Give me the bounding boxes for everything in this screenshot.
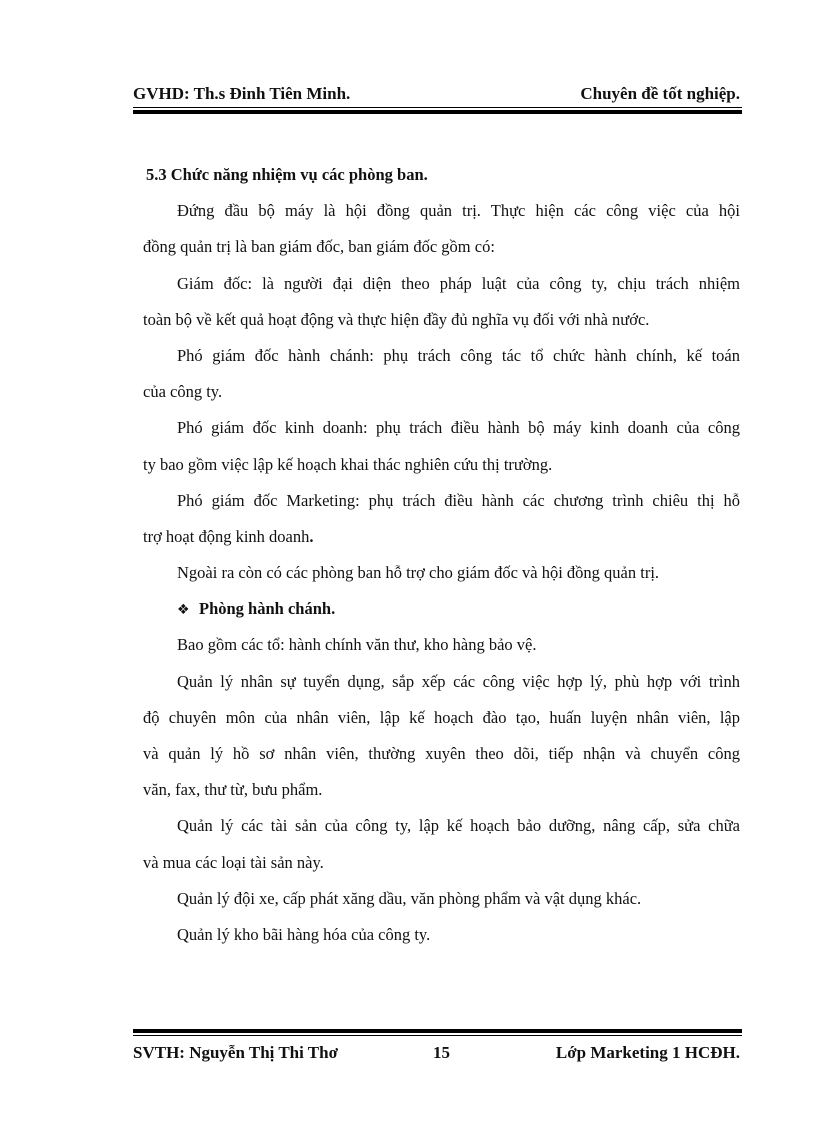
page-header (133, 84, 740, 106)
paragraph-line: Phó giám đốc Marketing: phụ trách điều hành các chương trình chiêu thị hỗ (177, 490, 740, 510)
paragraph-line: và quản lý hồ sơ nhân viên, thường xuyên theo dõi, tiếp nhận và chuyển công (143, 744, 740, 763)
footer-rule-thick (133, 1029, 742, 1033)
bullet-heading-label: Phòng hành chánh. (199, 599, 336, 619)
paragraph-line: ty bao gồm việc lập kế hoạch khai thác nghiên cứu thị trường. (143, 454, 553, 474)
paragraph-line: văn, fax, thư từ, bưu phẩm. (143, 780, 323, 800)
page-body (143, 160, 740, 956)
footer-rule-thin (133, 1035, 742, 1036)
paragraph-period: . (309, 526, 314, 546)
paragraph-line: của công ty. (143, 382, 223, 402)
paragraph-line: và mua các loại tài sản này. (143, 852, 324, 872)
paragraph-line: Quản lý các tài sản của công ty, lập kế hoạch bảo dưỡng, nâng cấp, sửa chữa (177, 816, 740, 836)
bullet-heading (143, 594, 740, 630)
header-rule-thin (133, 107, 742, 108)
paragraph-text: trợ hoạt động kinh doanh (143, 526, 310, 546)
footer-class: Lớp Marketing 1 HCĐH. (555, 1043, 740, 1062)
footer-student: SVTH: Nguyễn Thị Thi Thơ (133, 1043, 339, 1062)
paragraph-line (143, 522, 740, 558)
paragraph-line: đồng quản trị là ban giám đốc, ban giám đốc gồm có: (143, 237, 495, 257)
paragraph-line: Phó giám đốc kinh doanh: phụ trách điều hành bộ máy kinh doanh của công (177, 418, 740, 438)
diamond-bullet-icon: ❖ (177, 602, 190, 619)
paragraph-line: Ngoài ra còn có các phòng ban hỗ trợ cho giám đốc và hội đồng quản trị. (177, 563, 660, 583)
paragraph-line: Quản lý kho bãi hàng hóa của công ty. (177, 924, 431, 944)
paragraph-line: Bao gồm các tổ: hành chính văn thư, kho hàng bảo vệ. (177, 635, 537, 655)
page-number: 15 (433, 1043, 450, 1062)
header-advisor: GVHD: Th.s Đinh Tiên Minh. (133, 84, 351, 103)
paragraph-line: độ chuyên môn của nhân viên, lập kế hoạch đào tạo, huấn luyện nhân viên, lập (143, 707, 740, 727)
section-title: 5.3 Chức năng nhiệm vụ các phòng ban. (146, 165, 428, 184)
paragraph-line: Quản lý đội xe, cấp phát xăng dầu, văn phòng phẩm và vật dụng khác. (177, 888, 642, 908)
paragraph-line: Quản lý nhân sự tuyển dụng, sắp xếp các công việc hợp lý, phù hợp với trình (177, 671, 740, 691)
paragraph-line: Phó giám đốc hành chánh: phụ trách công tác tổ chức hành chính, kế toán (177, 345, 740, 365)
paragraph-line: toàn bộ về kết quả hoạt động và thực hiện đầy đủ nghĩa vụ đối với nhà nước. (143, 309, 650, 329)
header-doc-type: Chuyên đề tốt nghiệp. (580, 84, 740, 103)
paragraph-line: Đứng đầu bộ máy là hội đồng quản trị. Thực hiện các công việc của hội (177, 201, 740, 221)
paragraph-line: Giám đốc: là người đại diện theo pháp luật của công ty, chịu trách nhiệm (177, 273, 740, 293)
header-rule-thick (133, 110, 742, 114)
page-footer (133, 1043, 740, 1065)
